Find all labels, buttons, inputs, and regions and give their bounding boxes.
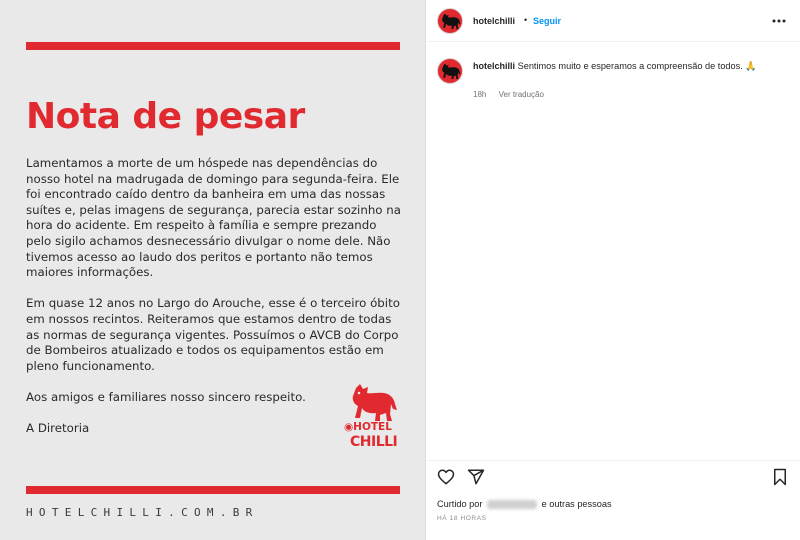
top-red-bar	[26, 42, 400, 50]
chilli-dog-icon	[441, 63, 461, 80]
share-icon[interactable]	[467, 468, 485, 486]
caption-username[interactable]: hotelchilli	[473, 61, 516, 71]
hotel-chilli-logo	[344, 384, 404, 456]
caption-meta	[473, 90, 544, 99]
heart-icon[interactable]	[437, 468, 455, 486]
avatar[interactable]	[437, 8, 463, 34]
bottom-red-bar	[26, 486, 400, 494]
post-header	[427, 0, 800, 42]
blurred-username	[487, 500, 537, 509]
chilli-dog-icon	[441, 13, 461, 30]
liked-by[interactable]	[437, 499, 612, 509]
follow-button[interactable]: Seguir	[533, 16, 562, 26]
liked-by-suffix: e outras pessoas	[541, 499, 612, 509]
notice-paragraph: Aos amigos e familiares nosso sincero respeito.	[26, 389, 306, 404]
post-side-panel	[427, 0, 800, 540]
action-bar	[427, 460, 800, 494]
notice-paragraph: Em quase 12 anos no Largo do Arouche, esse é o terceiro óbito em nossos recintos. Reiteramos que estamos dentro de todas as normas de segurança vigentes. Possuímos o AVCB do Corpo de Bombeiros atualizado e todos os equipamentos estão em pleno funcionamento.	[26, 296, 400, 373]
chilli-dog-icon	[350, 384, 398, 422]
more-icon[interactable]	[771, 14, 787, 28]
caption-text	[473, 59, 783, 73]
logo-chilli-text: CHILLI	[350, 434, 398, 450]
notice-signature: A Diretoria	[26, 421, 90, 436]
separator-dot: •	[524, 15, 528, 25]
liked-by-prefix: Curtido por	[437, 499, 483, 509]
logo-hotel-text: ◉HOTEL	[344, 421, 392, 433]
translate-link[interactable]: Ver tradução	[498, 90, 544, 99]
post-timestamp[interactable]: HÁ 18 HORAS	[437, 515, 487, 522]
notice-paragraph: Lamentamos a morte de um hóspede nas dependências do nosso hotel na madrugada de domingo para segunda-feira. Ele foi encontrado caído dentro da banheira em uma das nossas suítes e, pelas imagens de segurança, parecia estar sozinho na hora do acidente. Em respeito à família e sempre prezando pelo sigilo achamos desnecessário divulgar o nome dele. Não tivemos acesso ao laudo dos peritos e portanto não temos maiores informações.	[26, 156, 401, 280]
caption-body: Sentimos muito e esperamos a compreensão de todos. 🙏	[517, 61, 757, 71]
header-username[interactable]: hotelchilli	[473, 16, 516, 26]
notice-title: Nota de pesar	[26, 96, 305, 137]
avatar[interactable]	[437, 58, 463, 84]
website-text: HOTELCHILLI.COM.BR	[26, 506, 259, 519]
caption-time[interactable]: 18h	[473, 90, 487, 99]
bookmark-icon[interactable]	[771, 468, 789, 486]
